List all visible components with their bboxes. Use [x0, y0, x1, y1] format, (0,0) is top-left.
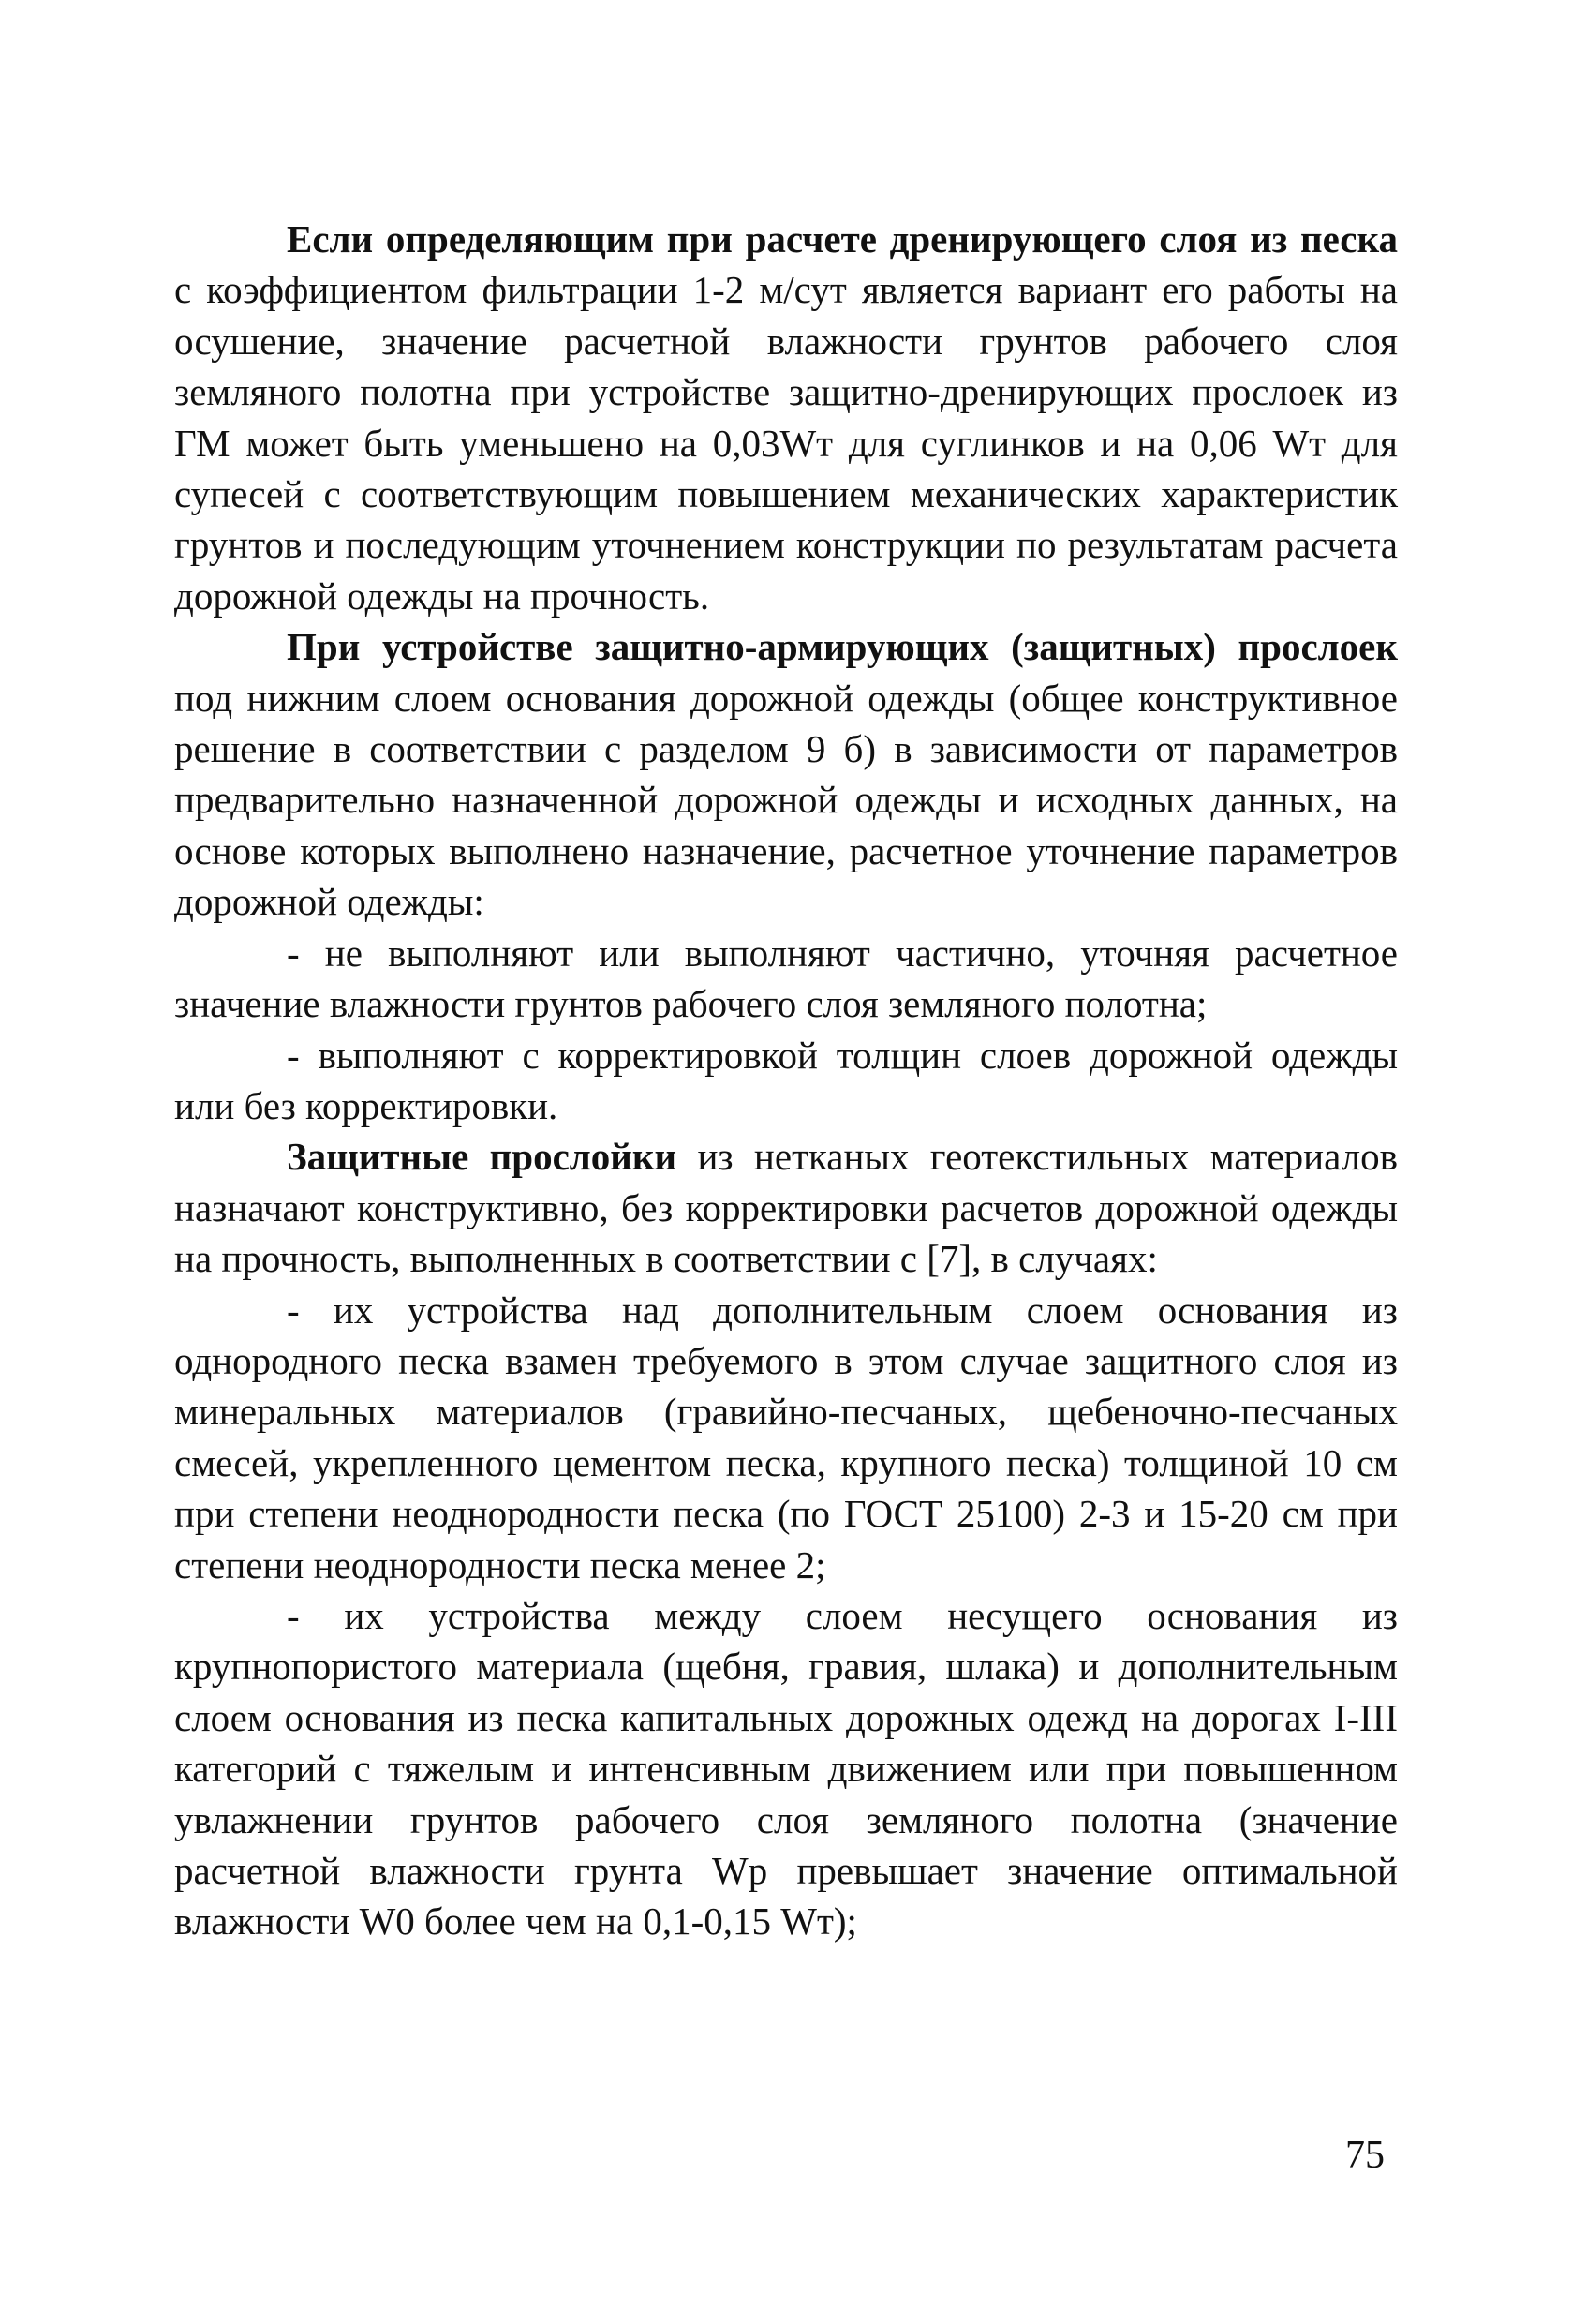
paragraph-text: с коэффициентом фильтрации 1-2 м/сут является вариант его работы на осушение, значение расчетной влажности грунтов рабочего слоя земляного полотна при устройстве защитно-дренирующих прослоек из ГМ может быть уменьшено на 0,03Wт для суглинков и на 0,06 Wт для супесей с соответствующим повышением механических характеристик грунтов и последующим уточнением конструкции по результатам расчета дорожной одежды на прочность.: [174, 268, 1398, 618]
list-item: [174, 1030, 1398, 1132]
paragraph-text: из нетканых геотекстильных материалов назначают конструктивно, без корректировки расчетов дорожной одежды на прочность, выполненных в соответствии с [7], в случаях:: [174, 1135, 1398, 1281]
list-item: [174, 1285, 1398, 1590]
paragraph-lead: При устройстве защитно-армирующих (защитных) прослоек: [287, 625, 1398, 669]
list-item: [174, 928, 1398, 1030]
list-item-text: - их устройства между слоем несущего основания из крупнопористого материала (щебня, гравия, шлака) и дополнительным слоем основания из песка капитальных дорожных одежд на дорогах I-III категорий с тяжелым и интенсивным движением или при повышенном увлажнении грунтов рабочего слоя земляного полотна (значение расчетной влажности грунта Wр превышает значение оптимальной влажности W0 более чем на 0,1-0,15 Wт);: [174, 1593, 1398, 1944]
paragraph-lead: Защитные прослойки: [287, 1135, 677, 1179]
list-item: [174, 1590, 1398, 1947]
list-item-text: - не выполняют или выполняют частично, уточняя расчетное значение влажности грунтов рабочего слоя земляного полотна;: [174, 931, 1398, 1026]
paragraph: [174, 621, 1398, 927]
paragraph: [174, 1131, 1398, 1284]
paragraph: [174, 214, 1398, 621]
list-item-text: - их устройства над дополнительным слоем основания из однородного песка взамен требуемого в этом случае защитного слоя из минеральных материалов (гравийно-песчаных, щебеночно-песчаных смесей, укрепленного цементом песка, крупного песка) толщиной 10 см при степени неоднородности песка (по ГОСТ 25100) 2-3 и 15-20 см при степени неоднородности песка менее 2;: [174, 1288, 1398, 1587]
paragraph-text: под нижним слоем основания дорожной одежды (общее конструктивное решение в соответствии с разделом 9 б) в зависимости от параметров предварительно назначенной дорожной одежды и исходных данных, на основе которых выполнено назначение, расчетное уточнение параметров дорожной одежды:: [174, 676, 1398, 924]
page-number: 75: [1345, 2134, 1385, 2177]
body-text: [174, 214, 1398, 1947]
list-item-text: - выполняют с корректировкой толщин слоев дорожной одежды или без корректировки.: [174, 1033, 1398, 1127]
paragraph-lead: Если определяющим при расчете дренирующего слоя из песка: [287, 217, 1398, 261]
